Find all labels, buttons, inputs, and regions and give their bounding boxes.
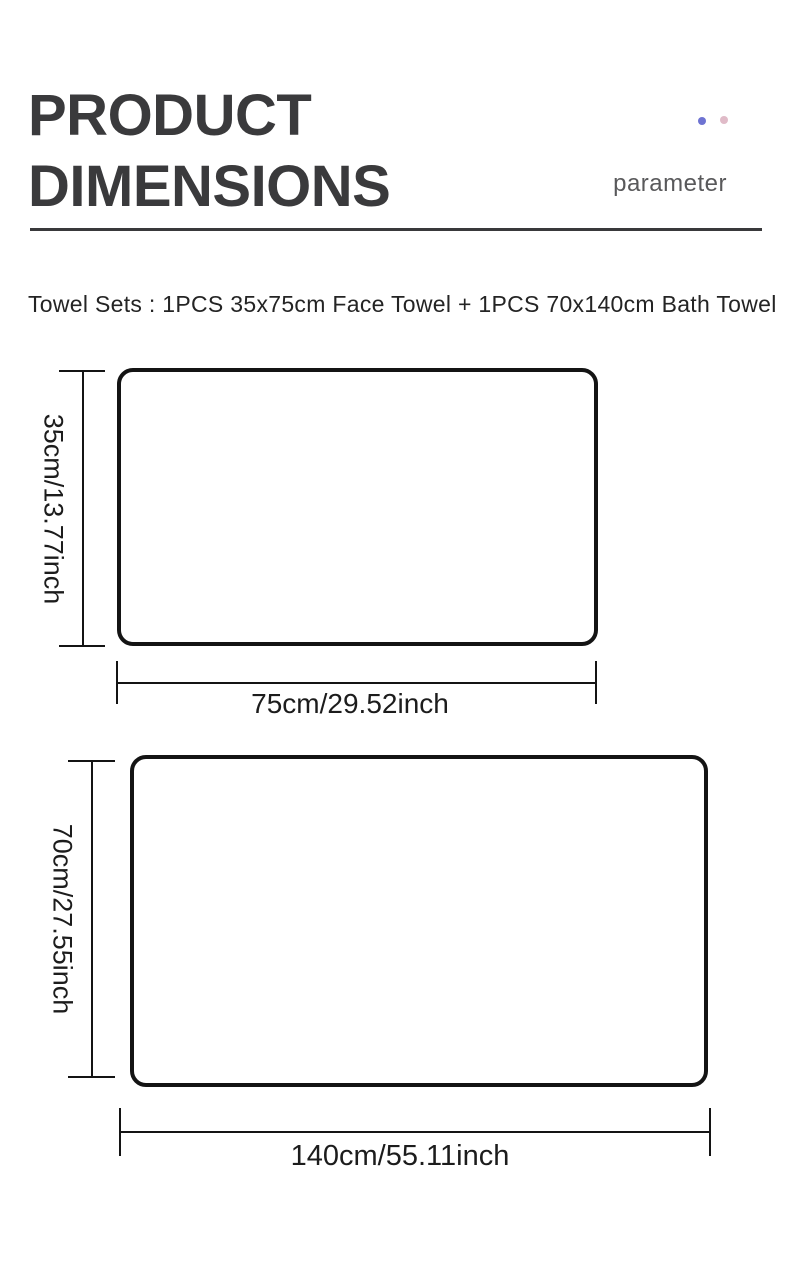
bath-towel-width-dim-line [120, 1131, 711, 1133]
bath-towel-height-dim-cap-top [68, 760, 115, 762]
face-towel-height-dim-line [82, 370, 84, 647]
face-towel-width-dim-tick-right [595, 661, 597, 704]
face-towel-height-dim-cap-bottom [59, 645, 105, 647]
page-title-line2: DIMENSIONS [28, 154, 391, 219]
face-towel-height-dim-cap-top [59, 370, 105, 372]
bath-towel-height-dim-cap-bottom [68, 1076, 115, 1078]
bath-towel-height-label: 70cm/27.55inch [47, 823, 78, 1015]
header-divider [30, 228, 762, 231]
blue-dot-icon [698, 117, 706, 125]
towel-sets-description: Towel Sets : 1PCS 35x75cm Face Towel + 1PCS 70x140cm Bath Towel [28, 291, 777, 317]
face-towel-width-dim-line [117, 682, 597, 684]
bath-towel-outline [130, 755, 708, 1087]
bath-towel-width-dim-tick-right [709, 1108, 711, 1156]
parameter-label: parameter [613, 170, 727, 197]
face-towel-outline [117, 368, 598, 646]
pink-dot-icon [720, 116, 728, 124]
page-title-line1: PRODUCT [28, 83, 312, 148]
face-towel-height-label: 35cm/13.77inch [38, 413, 69, 605]
bath-towel-width-label: 140cm/55.11inch [290, 1140, 510, 1172]
face-towel-width-label: 75cm/29.52inch [251, 688, 449, 719]
page-title [28, 80, 390, 222]
bath-towel-height-dim-line [91, 760, 93, 1078]
